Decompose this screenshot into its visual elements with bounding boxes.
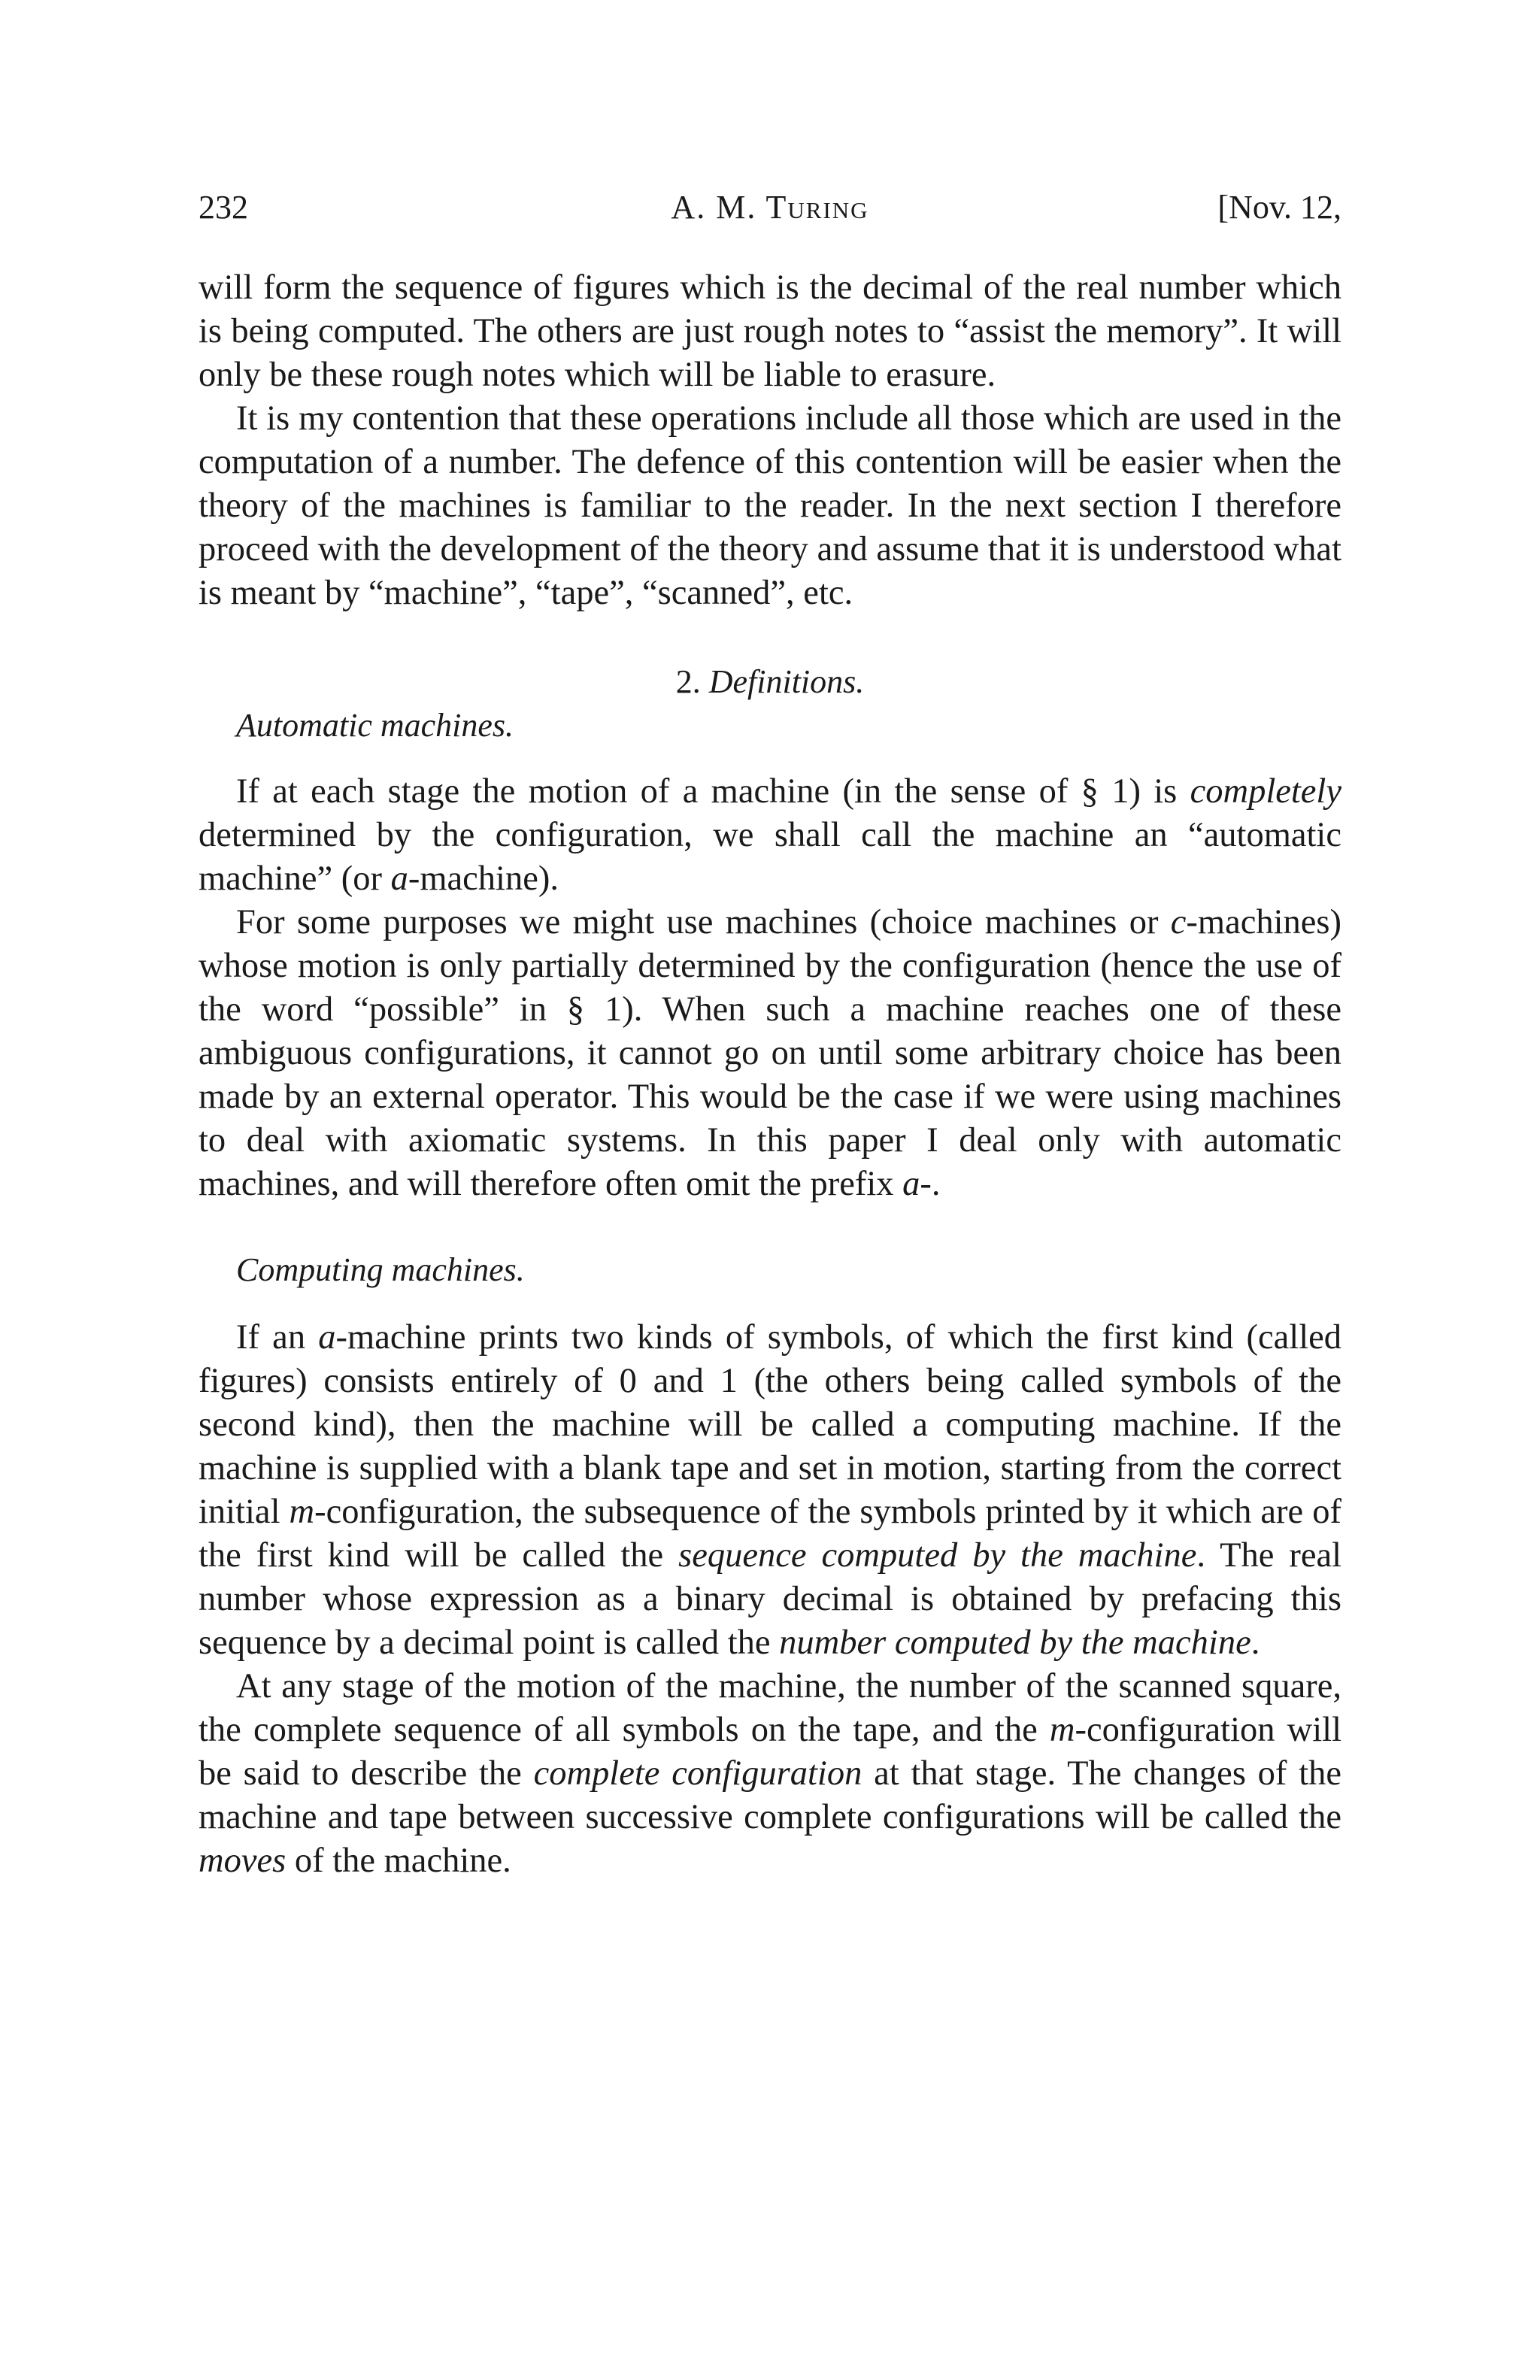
page-number: 232 <box>199 189 248 226</box>
running-head-date: [Nov. 12, <box>1217 189 1341 226</box>
paragraph-complete-configuration: At any stage of the motion of the machine, the number of the scanned square, the complete sequence of all symbols on the tape, and the m-configuration will be said to describe the complete configuration at that stage. The changes of the machine and tape between successive complete configurations will be called the moves of the machine. <box>199 1667 1342 1880</box>
running-head <box>199 188 1341 233</box>
paragraph-computing-definition: If an a-machine prints two kinds of symbols, of which the first kind (called figures) consists entirely of 0 and 1 (the others being called symbols of the second kind), then the machine will be called a computing machine. If the machine is supplied with a blank tape and set in motion, starting from the correct initial m-configuration, the subsequence of the symbols printed by it which are of the first kind will be called the sequence computed by the machine. The real number whose expression as a binary decimal is obtained by prefacing this sequence by a decimal point is called the number computed by the machine. <box>199 1318 1342 1662</box>
subheading-automatic-machines: Automatic machines. <box>236 707 514 744</box>
body-text <box>199 266 1341 615</box>
page <box>199 188 1341 1883</box>
section-number: 2. <box>675 663 701 700</box>
section-title: Definitions. <box>708 663 865 700</box>
computing-machines-text <box>199 1316 1341 1883</box>
paragraph-automatic-definition: If at each stage the motion of a machine (in the sense of § 1) is completely determined by the configuration, we shall call the machine an “automatic machine” (or a-machine). <box>199 772 1341 898</box>
paragraph-contention: It is my contention that these operations include all those which are used in the computation of a number. The defence of this contention will be easier when the theory of the machines is familiar to the reader. In the next section I therefore proceed with the development of the theory and assume that it is understood what is meant by “machine”, “tape”, “scanned”, etc. <box>199 399 1341 612</box>
subheading-computing-machines: Computing machines. <box>236 1251 525 1288</box>
automatic-machines-text <box>199 770 1341 1206</box>
paragraph-choice-machines: For some purposes we might use machines (choice machines or c-machines) whose motion is only partially determined by the configuration (hence the use of the word “possible” in § 1). When such a machine reaches one of these ambiguous configurations, it cannot go on until some arbitrary choice has been made by an external operator. This would be the case if we were using machines to deal with axiomatic systems. In this paper I deal only with automatic machines, and will therefore often omit the prefix a-. <box>199 903 1341 1203</box>
paragraph-continued: will form the sequence of figures which is the decimal of the real number which is being computed. The others are just rough notes to “assist the memory”. It will only be these rough notes which will be liable to erasure. <box>199 268 1341 394</box>
section-heading <box>199 660 1341 704</box>
running-head-author: A. M. Turing <box>671 189 869 226</box>
